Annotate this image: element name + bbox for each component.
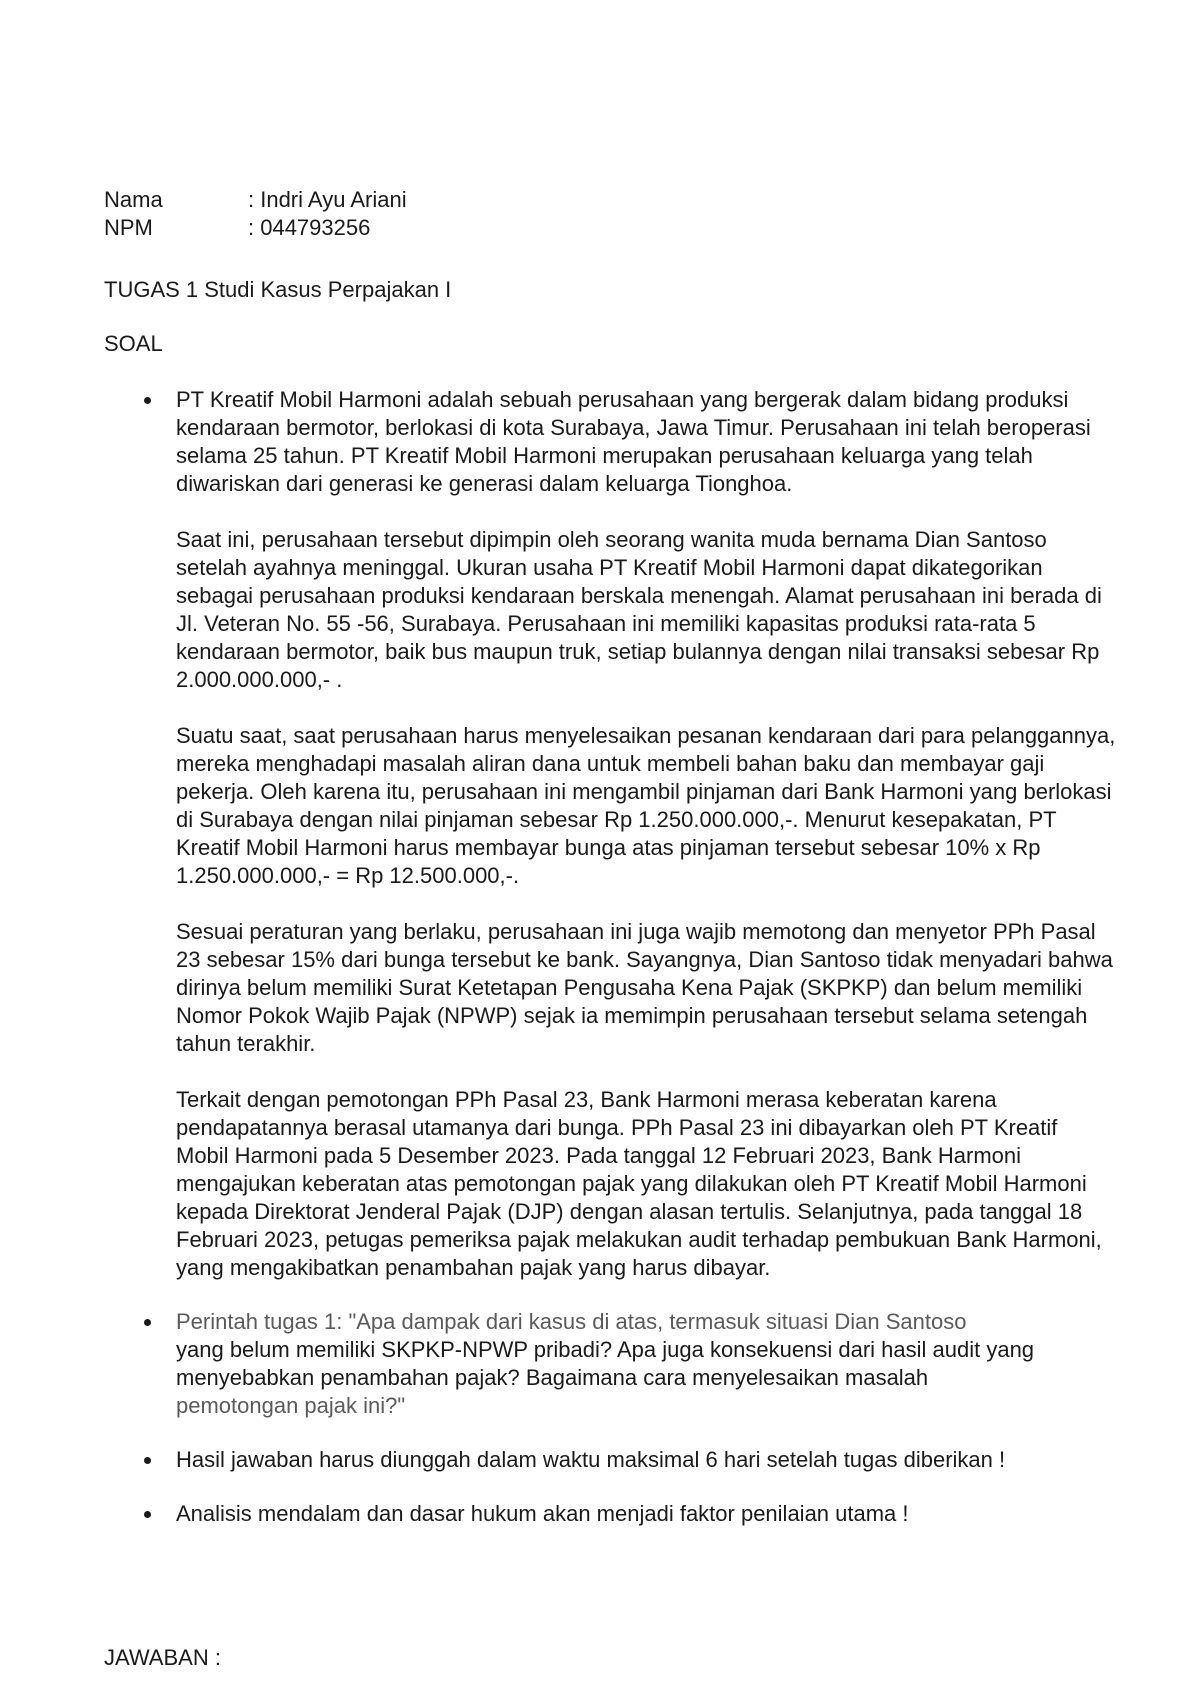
soal-heading: SOAL: [104, 331, 163, 356]
bullet-icon: [144, 397, 151, 404]
case-paragraph-1: PT Kreatif Mobil Harmoni adalah sebuah perusahaan yang bergerak dalam bidang produksi kendaraan bermotor, berlokasi di kota Surabaya, Jawa Timur. Perusahaan ini telah beroperasi selama 25 tahun. PT Kreatif Mobil Harmoni merupakan perusahaan keluarga yang telah diwariskan dari generasi ke generasi dalam keluarga Tionghoa.: [176, 387, 1091, 496]
bullet-icon: [144, 1511, 151, 1518]
document-title: TUGAS 1 Studi Kasus Perpajakan I: [104, 277, 452, 302]
bullet-icon: [144, 1457, 151, 1464]
name-row: [104, 186, 407, 214]
soal-list: [176, 386, 1116, 1528]
task-suffix: pemotongan pajak ini?": [176, 1393, 406, 1418]
case-paragraph-3: Suatu saat, saat perusahaan harus menyelesaikan pesanan kendaraan dari para pelanggannya, mereka menghadapi masalah aliran dana untuk membeli bahan baku dan membayar gaji pekerja. Oleh karena itu, perusahaan ini mengambil pinjaman dari Bank Harmoni yang berlokasi di Surabaya dengan nilai pinjaman sebesar Rp 1.250.000.000,-. Menurut kesepakatan, PT Kreatif Mobil Harmoni harus membayar bunga atas pinjaman tersebut sebesar 10% x Rp 1.250.000.000,- = Rp 12.500.000,-.: [176, 723, 1116, 888]
npm-value: : 044793256: [248, 215, 371, 240]
list-item-task: [176, 1308, 1116, 1420]
jawaban-heading: JAWABAN :: [104, 1645, 221, 1670]
assessment-text: Analisis mendalam dan dasar hukum akan menjadi faktor penilaian utama !: [176, 1501, 909, 1526]
task-body: yang belum memiliki SKPKP-NPWP pribadi? Apa juga konsekuensi dari hasil audit yang menyebabkan penambahan pajak? Bagaimana cara menyelesaikan masalah: [176, 1337, 1035, 1390]
list-item-case: [176, 386, 1116, 1282]
deadline-text: Hasil jawaban harus diunggah dalam waktu maksimal 6 hari setelah tugas diberikan !: [176, 1447, 1006, 1472]
case-paragraph-5: Terkait dengan pemotongan PPh Pasal 23, Bank Harmoni merasa keberatan karena pendapatannya berasal utamanya dari bunga. PPh Pasal 23 ini dibayarkan oleh PT Kreatif Mobil Harmoni pada 5 Desember 2023. Pada tanggal 12 Februari 2023, Bank Harmoni mengajukan keberatan atas pemotongan pajak yang dilakukan oleh PT Kreatif Mobil Harmoni kepada Direktorat Jenderal Pajak (DJP) dengan alasan tertulis. Selanjutnya, pada tanggal 18 Februari 2023, petugas pemeriksa pajak melakukan audit terhadap pembukuan Bank Harmoni, yang mengakibatkan penambahan pajak yang harus dibayar.: [176, 1087, 1102, 1280]
npm-label: NPM: [104, 215, 153, 240]
npm-row: [104, 214, 407, 242]
case-paragraph-4: Sesuai peraturan yang berlaku, perusahaan ini juga wajib memotong dan menyetor PPh Pasal 23 sebesar 15% dari bunga tersebut ke bank. Sayangnya, Dian Santoso tidak menyadari bahwa dirinya belum memiliki Surat Ketetapan Pengusaha Kena Pajak (SKPKP) dan belum memiliki Nomor Pokok Wajib Pajak (NPWP) sejak ia memimpin perusahaan tersebut selama setengah tahun terakhir.: [176, 919, 1113, 1056]
bullet-icon: [144, 1319, 151, 1326]
case-paragraph-2: Saat ini, perusahaan tersebut dipimpin oleh seorang wanita muda bernama Dian Santoso setelah ayahnya meninggal. Ukuran usaha PT Kreatif Mobil Harmoni dapat dikategorikan sebagai perusahaan produksi kendaraan berskala menengah. Alamat perusahaan ini berada di Jl. Veteran No. 55 -56, Surabaya. Perusahaan ini memiliki kapasitas produksi rata-rata 5 kendaraan bermotor, baik bus maupun truk, setiap bulannya dengan nilai transaksi sebesar Rp 2.000.000.000,- .: [176, 527, 1102, 692]
list-item-assessment: [176, 1500, 1116, 1528]
list-item-deadline: [176, 1446, 1116, 1474]
name-label: Nama: [104, 187, 163, 212]
name-value: : Indri Ayu Ariani: [248, 187, 407, 212]
task-prefix: Perintah tugas 1: "Apa dampak dari kasus di atas, termasuk situasi Dian Santoso: [176, 1309, 967, 1334]
student-info: [104, 186, 407, 242]
